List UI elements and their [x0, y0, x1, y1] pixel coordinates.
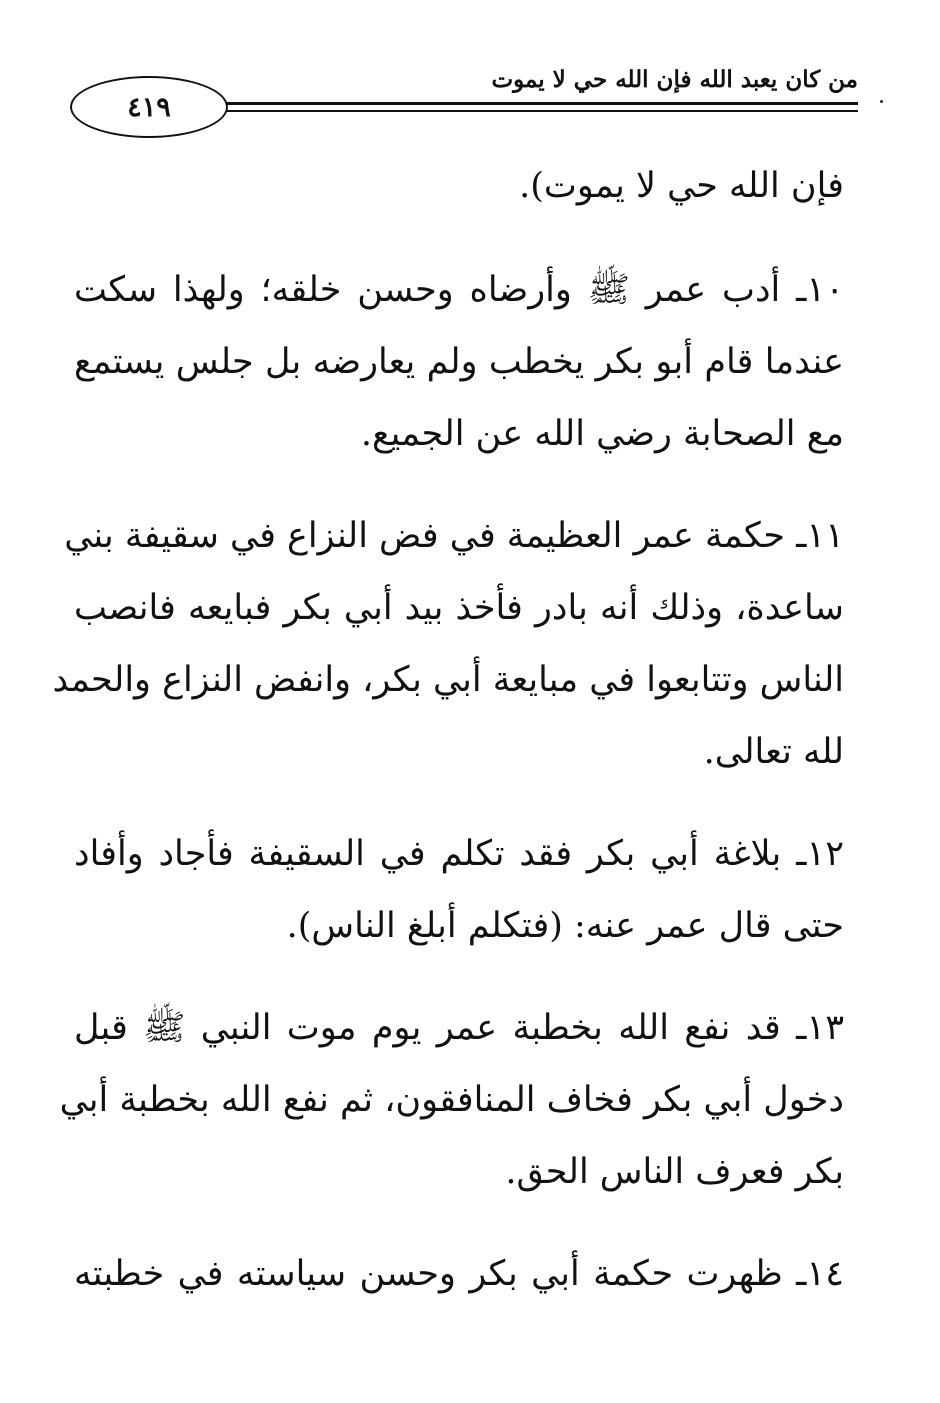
text-line: حتى قال عمر عنه: (فتكلم أبلغ الناس).	[286, 906, 844, 946]
paragraph	[74, 150, 844, 222]
text-line: عندما قام أبو بكر يخطب ولم يعارضه بل جلس يستمع	[74, 342, 844, 382]
paragraph	[74, 1238, 844, 1310]
body-text	[52, 150, 844, 1340]
running-title: من كان يعبد الله فإن الله حي لا يموت	[491, 66, 858, 93]
text-line: الناس وتتابعوا في مبايعة أبي بكر، وانفض النزاع والحمد	[52, 660, 844, 700]
text-line: مع الصحابة رضي الله عن الجميع.	[360, 414, 844, 454]
text-line: بكر فعرف الناس الحق.	[505, 1152, 844, 1192]
header-rule	[218, 102, 858, 105]
paragraph	[74, 818, 844, 962]
text-line: ١٣ـ قد نفع الله بخطبة عمر يوم موت النبي ﷺ قبل	[74, 1008, 844, 1048]
page-number: ٤١٩	[127, 91, 171, 123]
paragraph	[74, 254, 844, 470]
text-line: لله تعالى.	[703, 732, 844, 772]
text-line: ١١ـ حكمة عمر العظيمة في فض النزاع في سقيفة بني	[64, 516, 844, 556]
paragraph	[59, 992, 844, 1208]
text-line: دخول أبي بكر فخاف المنافقون، ثم نفع الله بخطبة أبي	[59, 1080, 844, 1120]
text-line: ١٠ـ أدب عمر ﷺ وأرضاه وحسن خلقه؛ ولهذا سكت	[74, 270, 844, 310]
page-header	[68, 64, 858, 148]
text-line: ١٤ـ ظهرت حكمة أبي بكر وحسن سياسته في خطبته	[74, 1254, 844, 1294]
margin-dot	[880, 100, 883, 103]
text-line: ١٢ـ بلاغة أبي بكر فقد تكلم في السقيفة فأجاد وأفاد	[74, 834, 844, 874]
header-rule-thin	[218, 110, 858, 112]
page-number-oval	[70, 76, 228, 138]
paragraph	[52, 500, 844, 788]
text-line: ساعدة، وذلك أنه بادر فأخذ بيد أبي بكر فبايعه فانصب	[74, 588, 844, 628]
text-line: فإن الله حي لا يموت).	[519, 166, 844, 206]
